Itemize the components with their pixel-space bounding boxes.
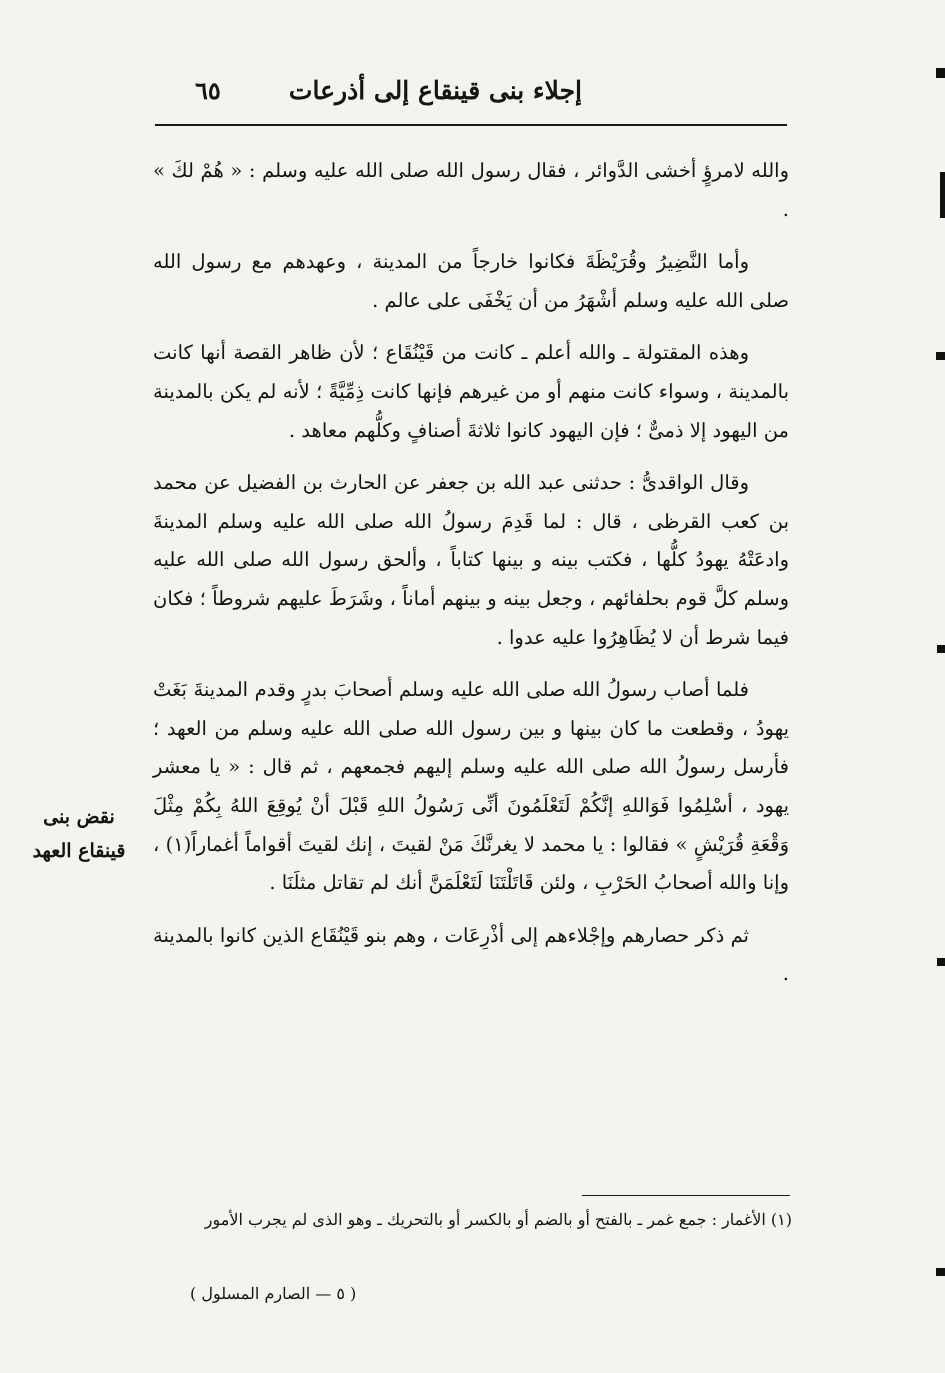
- page-number: ٦٥: [195, 76, 221, 105]
- edge-mark: [936, 352, 945, 360]
- margin-note: [20, 800, 138, 868]
- paragraph-3: وهذه المقتولة ـ والله أعلم ـ كانت من قَيْنُقَاع ؛ لأن ظاهر القصة أنها كانت بالمدينة ، وسواء كانت منهم أو من غيرهم فإنها كانت ذِمِّيَّةً ؛ لأنه لم يكن بالمدينة من اليهود إلا ذمىٌّ ؛ فإن اليهود كانوا ثلاثةَ أصنافٍ وكلُّهم معاهد .: [153, 341, 789, 442]
- paragraph-4: وقال الواقدىُّ : حدثنى عبد الله بن جعفر عن الحارث بن الفضيل عن محمد بن كعب القرظى ، قال : لما قَدِمَ رسولُ الله صلى الله عليه وسلم المدينةَ وادعَتْهُ يهودُ كلُّها ، فكتب بينه و بينها كتاباً ، وألحق رسول الله صلى الله عليه وسلم كلَّ قوم بحلفائهم ، وجعل بينه و بينهم أماناً ، وشَرَطَ عليهم شروطاً ؛ فكان فيما شرط أن لا يُظَاهِرُوا عليه عدوا .: [153, 471, 789, 649]
- paragraph-6: ثم ذكر حصارهم وإجْلاءهم إلى أذْرِعَات ، وهم بنو قَيْنُقَاع الذين كانوا بالمدينة .: [153, 923, 789, 986]
- edge-mark: [937, 645, 945, 653]
- footnote-rule: [582, 1195, 790, 1196]
- page-header: [155, 64, 787, 120]
- edge-mark: [936, 1268, 945, 1276]
- paragraph-1: والله لامرؤٍ أخشى الدَّوائر ، فقال رسول الله صلى الله عليه وسلم : « هُمْ لكَ » .: [153, 159, 789, 221]
- margin-note-line-1: نقض بنى: [43, 806, 115, 828]
- paragraph-5: فلما أصاب رسولُ الله صلى الله عليه وسلم أصحابَ بدرٍ وقدم المدينةَ بَغَتْ يهودُ ، وقطعت ما كان بينها و بين رسول الله صلى الله عليه وسلم من العهد ؛ فأرسل رسولُ الله صلى الله عليه وسلم إليهم فجمعهم ، ثم قال : « يا معشر يهود ، أسْلِمُوا فَوَاللهِ إنَّكُمْ لَتَعْلَمُونَ أنِّى رَسُولُ اللهِ قَبْلَ أنْ يُوقِعَ اللهُ بِكُمْ مِثْلَ وَقْعَةِ قُرَيْشٍ » فقالوا : يا محمد لا يغرنَّكَ مَنْ لقيتَ ، إنك لقيتَ أقواماً أغماراً(١) ، وإنا والله أصحابُ الحَرْبِ ، ولئن قَاتَلْتَنَا لَتَعْلَمَنَّ أنك لم تقاتل مثلَنَا .: [153, 678, 789, 895]
- edge-mark: [936, 68, 945, 78]
- edge-mark: [940, 172, 945, 218]
- footnote: (١) الأغمار : جمع غمر ـ بالفتح أو بالضم أو بالكسر أو بالتحريك ـ وهو الذى لم يجرب الأمور: [204, 1210, 792, 1229]
- header-rule: [155, 124, 787, 126]
- paragraph-2: وأما النَّضِيرُ وقُرَيْظَةَ فكانوا خارجاً من المدينة ، وعهدهم مع رسول الله صلى الله عليه وسلم أشْهَرُ من أن يَخْفَى على عالم .: [153, 250, 789, 312]
- margin-note-line-2: قينقاع العهد: [32, 840, 126, 862]
- main-text: [153, 152, 789, 1008]
- edge-mark: [937, 958, 945, 966]
- signature-mark: ( ٥ — الصارم المسلول ): [190, 1284, 357, 1303]
- running-title: إجلاء بنى قينقاع إلى أذرعات: [288, 76, 582, 105]
